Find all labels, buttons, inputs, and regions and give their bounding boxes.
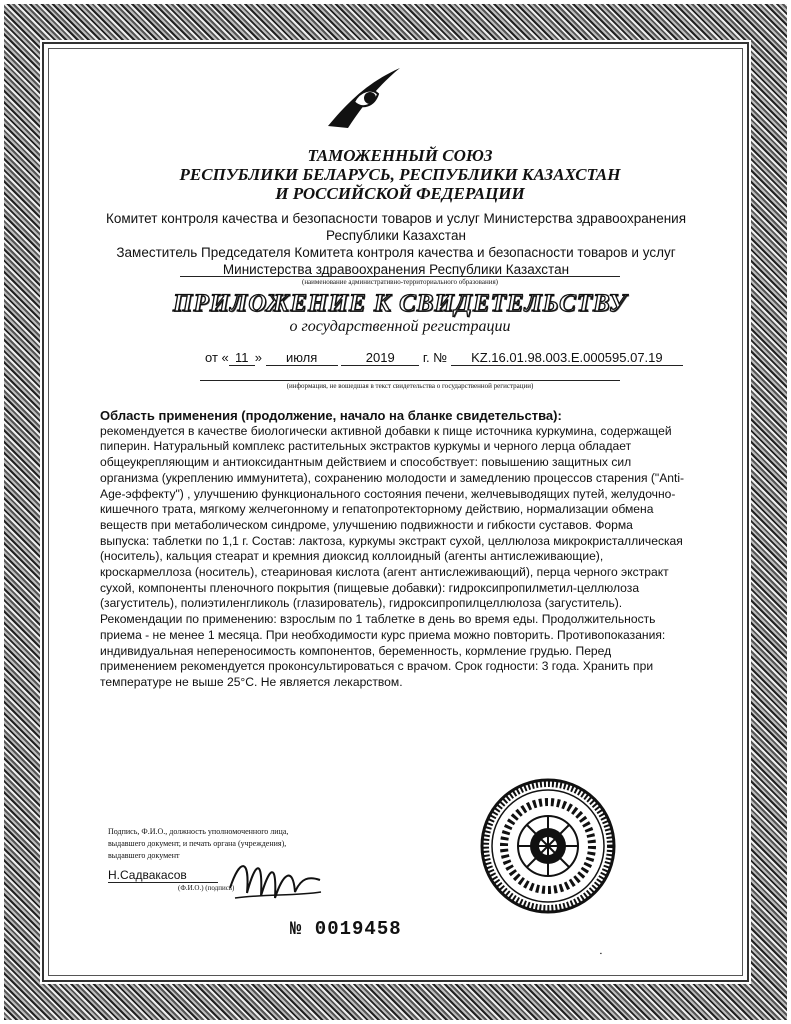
application-scope-text bbox=[100, 408, 685, 691]
number-label: № bbox=[433, 350, 448, 365]
scope-body: рекомендуется в качестве биологически активной добавки к пище источника куркумина, содержащей пиперин. Натуральный комплекс растительных экстрактов куркумы и черного лерца обладает общеукрепляющим и антиоксидантным действием и способствует: повышению защитных сил организма (укреплению иммунитета), сохранению молодости и замедлению процессов старения ("Anti-Age-эффекту") , улучшению функционального состояния печени, желчевыводящих путей, желудочно-кишечного трата, мягкому желчегонному и гепатопротекторному действию, нормализации обмена веществ при метаболическом синдроме, улучшению подвижности и гибкости суставов. Форма выпуска: таблетки по 1,1 г. Состав: лактоза, куркумы экстракт сухой, целлюлоза микрокристаллическая (носитель), кальция стеарат и кремния диоксид коллоидный (агенты антислеживающие), кроскармеллоза (носитель), стеариновая кислота (агент антислеживающий), перца черного экстракт сухой, компоненты пленочного покрытия (пищевые добавки): гидроксипропилметил-целлюлоза (загуститель), полиэтиленгликоль (глазирователь), гидроксипропилцеллюлоза (загуститель). Рекомендации по применению: взрослым по 1 таблетке в день во время еды. Продолжительность приема - не менее 1 месяца. При необходимости курс приема можно повторить. Противопоказания: индивидуальная непереносимость компонентов, беременность, кормление грудью. Перед применением рекомендуется проконсультироваться с врачом. Срок годности: 3 года. Хранить при температуре не выше 25°C. Не является лекарством. bbox=[100, 423, 685, 689]
document-title: ПРИЛОЖЕНИЕ К СВИДЕТЕЛЬСТВУ bbox=[173, 290, 627, 317]
scope-heading: Область применения (продолжение, начало на бланке свидетельства): bbox=[100, 408, 562, 423]
sig-hint-line: Подпись, Ф.И.О., должность уполномоченного лица, bbox=[108, 827, 289, 836]
info-hint: (информация, не вошедшая в текст свидетельства о государственной регистрации) bbox=[200, 380, 620, 390]
union-line: И РОССИЙСКОЙ ФЕДЕРАЦИИ bbox=[275, 184, 525, 203]
agency-line: Комитет контроля качества и безопасности товаров и услуг Министерства здравоохранения bbox=[105, 211, 687, 226]
year-suffix: г. bbox=[422, 350, 430, 365]
day-value: 11 bbox=[229, 350, 255, 366]
union-line: РЕСПУБЛИКИ БЕЛАРУСЬ, РЕСПУБЛИКИ КАЗАХСТАН bbox=[179, 165, 621, 184]
official-seal bbox=[478, 776, 618, 916]
quote-open: « bbox=[221, 350, 229, 365]
handwritten-signature bbox=[225, 848, 325, 908]
admin-hint: (наименование административно-территориального образования) bbox=[180, 276, 620, 286]
customs-union-emblem bbox=[318, 62, 408, 132]
serial-number: № 0019458 bbox=[290, 918, 402, 940]
document-subtitle: о государственной регистрации bbox=[289, 318, 511, 335]
year-value: 2019 bbox=[341, 350, 419, 366]
sig-hint-line: выдавшего документ bbox=[108, 851, 180, 860]
signer-name: Н.Садвакасов bbox=[108, 868, 218, 883]
union-line: ТАМОЖЕННЫЙ СОЮЗ bbox=[307, 146, 493, 165]
registration-date-line bbox=[205, 350, 683, 366]
agency-line: Министерства здравоохранения Республики Казахстан bbox=[222, 262, 570, 277]
agency-line: Заместитель Председателя Комитета контроля качества и безопасности товаров и услуг bbox=[116, 245, 676, 260]
sig-hint-line: выдавшего документ, и печать органа (учреждения), bbox=[108, 839, 287, 848]
agency-line: Республики Казахстан bbox=[326, 228, 466, 243]
printer-mark: ▪ bbox=[600, 952, 602, 957]
customs-union-header bbox=[160, 146, 640, 203]
issuing-agency bbox=[96, 210, 696, 278]
registration-number: KZ.16.01.98.003.E.000595.07.19 bbox=[451, 350, 683, 366]
quote-close: » bbox=[254, 350, 262, 365]
month-value: июля bbox=[266, 350, 338, 366]
from-label: от bbox=[205, 350, 218, 365]
fio-hint: (Ф.И.О.) (подпись) bbox=[178, 884, 235, 892]
